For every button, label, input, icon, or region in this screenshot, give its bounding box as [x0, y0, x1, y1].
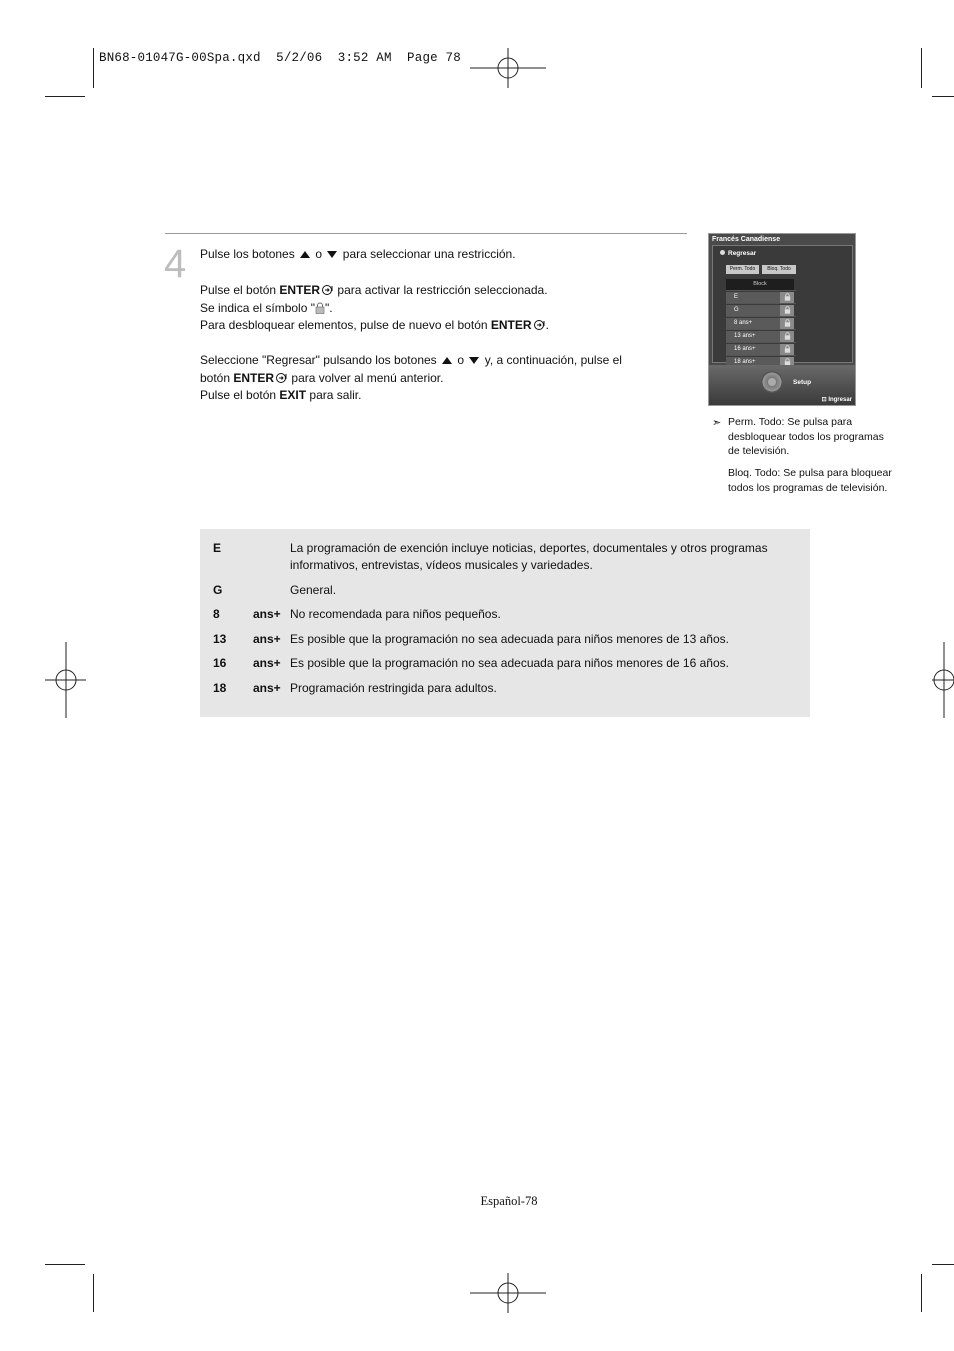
bloq-todo-button[interactable]: Bloq. Todo	[762, 265, 796, 274]
tv-rating-list	[726, 278, 796, 369]
file-info-header: BN68-01047G-00Spa.qxd 5/2/06 3:52 AM Page 78	[99, 51, 461, 65]
tv-rating-row[interactable]: 13 ans+	[726, 330, 796, 343]
step-instructions	[200, 246, 670, 264]
page-number: Español-78	[480, 1194, 538, 1208]
perm-todo-button[interactable]: Perm. Todo	[726, 265, 759, 274]
lock-icon	[315, 302, 325, 314]
instruction-line-3: Se indica el símbolo " ".	[200, 300, 333, 315]
tv-enter-hint: ⊡ Ingresar	[821, 397, 852, 403]
step-instructions-return	[200, 352, 670, 405]
tv-rating-row[interactable]: G	[726, 304, 796, 317]
lock-icon	[780, 331, 794, 342]
instruction-line-6: botón ENTER para volver al menú anterior.	[200, 370, 444, 385]
section-rule	[165, 233, 687, 234]
tv-menu-footer	[709, 365, 855, 405]
lock-icon	[780, 292, 794, 303]
radio-dot-icon	[720, 250, 725, 255]
instruction-line-5: Seleccione "Regresar" pulsando los botones o y, a continuación, pulse el	[200, 353, 622, 367]
enter-icon	[534, 320, 546, 330]
note-arrow-icon: ➣	[712, 417, 722, 429]
enter-icon	[322, 285, 334, 295]
step-number: 4	[164, 242, 187, 286]
tv-setup-label: Setup	[793, 379, 812, 386]
note-bloq-todo: Bloq. Todo: Se pulsa para bloquear todos los programas de televisión.	[728, 467, 892, 494]
gear-icon	[761, 371, 783, 393]
down-arrow-icon	[327, 251, 337, 258]
note-perm-todo: Perm. Todo: Se pulsa para desbloquear todos los programas de televisión.	[728, 416, 884, 457]
tv-rating-row[interactable]: 8 ans+	[726, 317, 796, 330]
ratings-table: E La programación de exención incluye noticias, deportes, documentales y otros programas informativos, entrevistas, vídeos musicales y variedades. G General. 8 ans+ No recomendada para niños pequeños. 13 ans+ Es posible que la programación no sea adecuada para niños menores de 13 años. 16 ans+ Es posible que la programación no sea adecuada para niños menores de 16 años. 18 ans+ Programación restringida para adultos.	[200, 529, 810, 717]
lock-icon	[780, 305, 794, 316]
tv-rating-row[interactable]: 18 ans+	[726, 356, 796, 369]
up-arrow-icon	[300, 251, 310, 258]
tv-rating-row[interactable]: E	[726, 291, 796, 304]
tv-menu-title: Francés Canadiense	[712, 236, 781, 243]
enter-icon	[276, 373, 288, 383]
lock-icon	[780, 344, 794, 355]
instruction-line-7: Pulse el botón EXIT para salir.	[200, 388, 362, 402]
instruction-line-1: Pulse los botones o para seleccionar una restricción.	[200, 247, 516, 261]
tv-back-item[interactable]: Regresar	[720, 250, 756, 257]
step-instructions-enter	[200, 282, 670, 335]
instruction-line-2: Pulse el botón ENTER para activar la restricción seleccionada.	[200, 283, 548, 297]
tv-menu-panel	[712, 245, 853, 363]
tv-rating-row[interactable]: 16 ans+	[726, 343, 796, 356]
down-arrow-icon	[469, 357, 479, 364]
tv-list-header: Block	[726, 278, 796, 291]
enter-icon: ⊡	[821, 397, 827, 403]
instruction-line-4: Para desbloquear elementos, pulse de nuevo el botón ENTER .	[200, 318, 549, 332]
lock-icon	[780, 318, 794, 329]
tv-menu-screenshot	[708, 233, 856, 406]
up-arrow-icon	[442, 357, 452, 364]
